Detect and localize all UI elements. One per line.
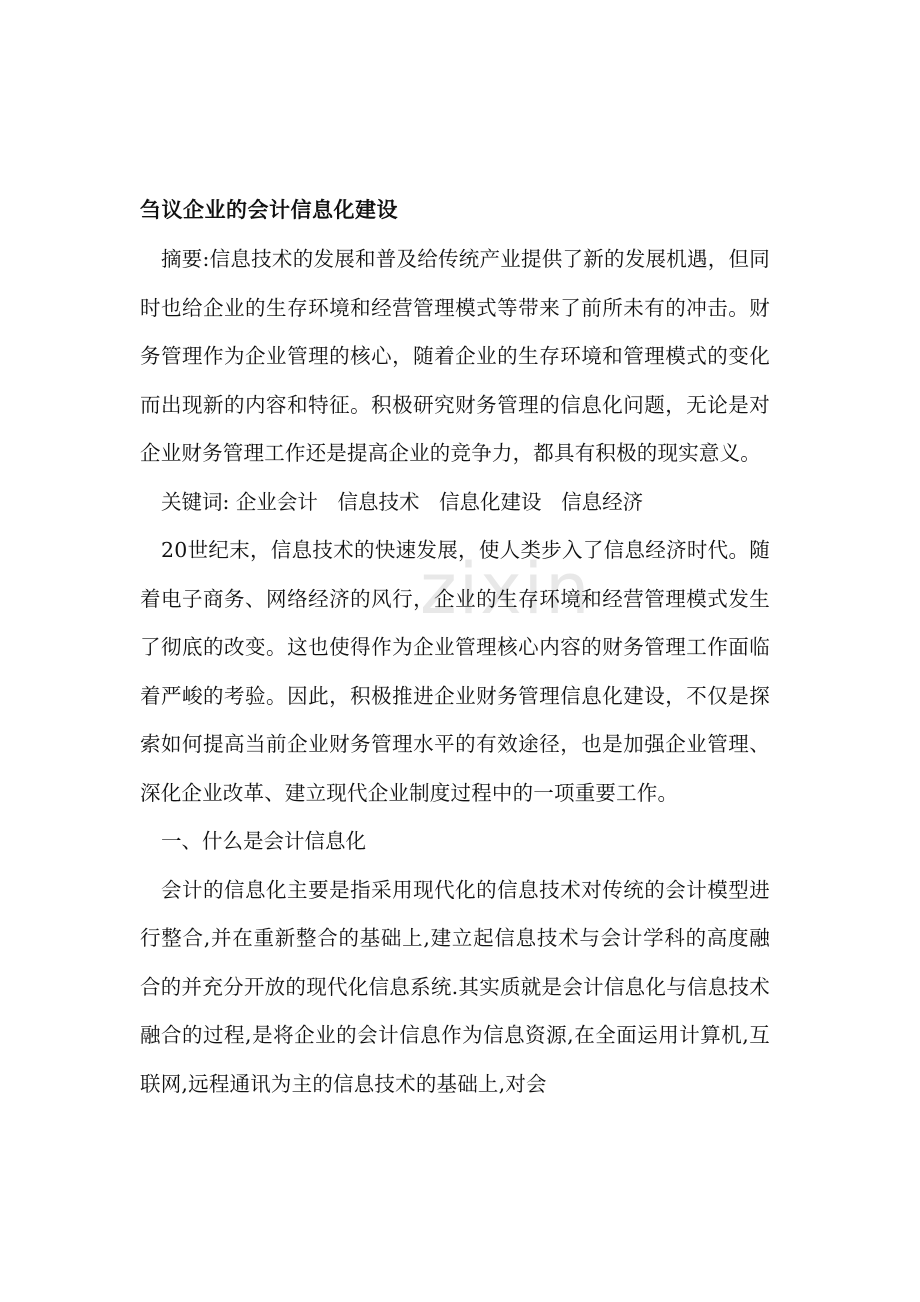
section-body-paragraph: 会计的信息化主要是指采用现代化的信息技术对传统的会计模型进行整合,并在重新整合的基础上,建立起信息技术与会计学科的高度融合的并充分开放的现代化信息系统.其实质就是会计信息化与信息技术融合的过程,是将企业的会计信息作为信息资源,在全面运用计算机,互联网,远程通讯为主的信息技术的基础上,对会	[140, 877, 770, 1096]
document-title: 刍议企业的会计信息化建设	[140, 198, 398, 222]
section-heading: 一、什么是会计信息化	[161, 829, 366, 853]
watermark-text: zixin	[420, 548, 592, 630]
abstract-paragraph: 摘要:信息技术的发展和普及给传统产业提供了新的发展机遇，但同时也给企业的生存环境和经营管理模式等带来了前所未有的冲击。财务管理作为企业管理的核心，随着企业的生存环境和管理模式的变化而出现新的内容和特征。积极研究财务管理的信息化问题，无论是对企业财务管理工作还是提高企业的竞争力，都具有积极的现实意义。	[140, 247, 770, 465]
intro-paragraph: 20世纪末，信息技术的快速发展，使人类步入了信息经济时代。随着电子商务、网络经济的风行，企业的生存环境和经营管理模式发生了彻底的改变。这也使得作为企业管理核心内容的财务管理工作面临着严峻的考验。因此，积极推进企业财务管理信息化建设，不仅是探索如何提高当前企业财务管理水平的有效途径，也是加强企业管理、深化企业改革、建立现代企业制度过程中的一项重要工作。	[140, 538, 770, 805]
document-page	[140, 190, 770, 1108]
keywords-line: 关键词: 企业会计 信息技术 信息化建设 信息经济	[161, 489, 644, 514]
